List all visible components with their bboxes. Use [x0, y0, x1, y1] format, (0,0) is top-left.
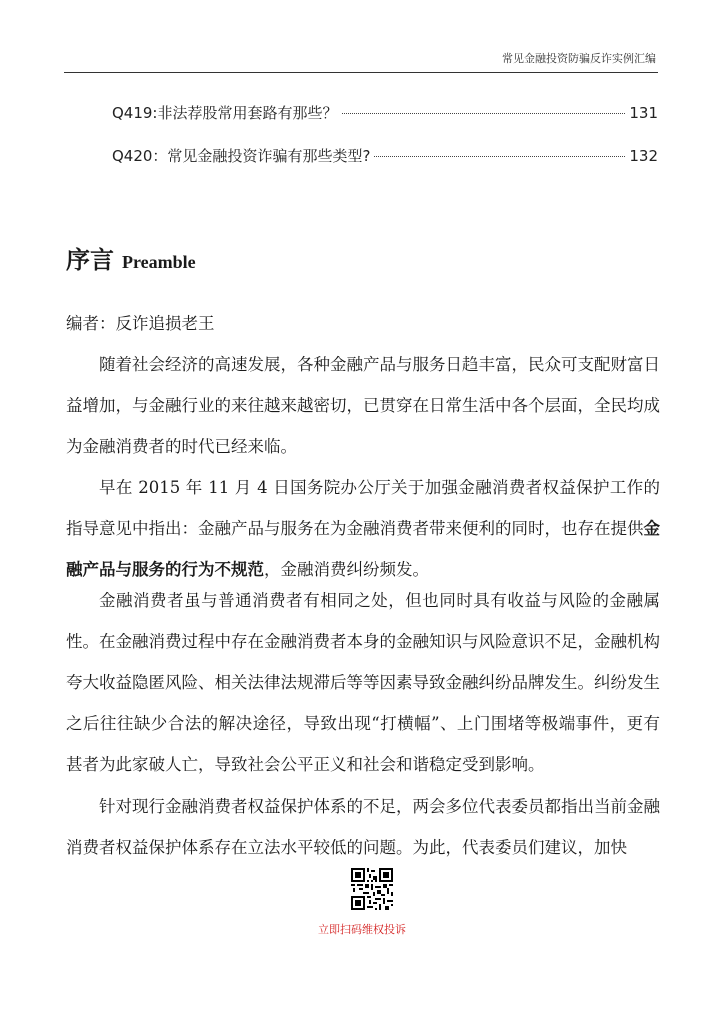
- toc-leader-dots: [374, 156, 625, 157]
- toc-entry-page: 131: [629, 104, 658, 122]
- toc-leader-dots: [342, 113, 626, 114]
- toc-entry[interactable]: [112, 145, 658, 166]
- paragraph-1: 随着社会经济的高速发展，各种金融产品与服务日趋丰富，民众可支配财富日益增加，与金融行业的来往越来越密切，已贯穿在日常生活中各个层面，全民均成为金融消费者的时代已经来临。: [66, 355, 660, 456]
- toc-entry[interactable]: [112, 102, 658, 123]
- paragraph-4: 针对现行金融消费者权益保护体系的不足，两会多位代表委员都指出当前金融消费者权益保护体系存在立法水平较低的问题。为此，代表委员们建议，加快: [66, 797, 660, 857]
- paragraph-2-bold: 金融产品与服务的行为不规范: [66, 519, 660, 579]
- header-title: 常见金融投资防骗反诈实例汇编: [502, 52, 656, 65]
- paragraph-2: [66, 467, 660, 590]
- section-title-zh: 序言: [66, 246, 114, 274]
- paragraph-2-text-b: ，金融消费纠纷频发。: [264, 560, 429, 579]
- toc-entry-label: Q420：常见金融投资诈骗有那些类型?: [112, 147, 371, 165]
- editor-line: 编者：反诈追损老王: [66, 314, 215, 333]
- toc-entry-page: 132: [629, 147, 658, 165]
- paragraph-2-text-a: 早在 2015 年 11 月 4 日国务院办公厅关于加强金融消费者权益保护工作的指导意见中指出：金融产品与服务在为金融消费者带来便利的同时，也存在提供: [66, 478, 660, 538]
- qr-code-icon[interactable]: [351, 868, 393, 910]
- qr-caption[interactable]: 立即扫码维权投诉: [318, 923, 406, 936]
- section-title-en: Preamble: [122, 252, 196, 272]
- toc-entry-label: Q419:非法荐股常用套路有那些？: [112, 104, 338, 122]
- section-heading: [66, 240, 196, 275]
- page-header: [64, 44, 658, 73]
- paragraph-3: 金融消费者虽与普通消费者有相同之处，但也同时具有收益与风险的金融属性。在金融消费过程中存在金融消费者本身的金融知识与风险意识不足，金融机构夸大收益隐匿风险、相关法律法规滞后等等因素导致金融纠纷品牌发生。纠纷发生之后往往缺少合法的解决途径，导致出现“打横幅”、上门围堵等极端事件，更有甚者为此家破人亡，导致社会公平正义和社会和谐稳定受到影响。: [66, 591, 660, 774]
